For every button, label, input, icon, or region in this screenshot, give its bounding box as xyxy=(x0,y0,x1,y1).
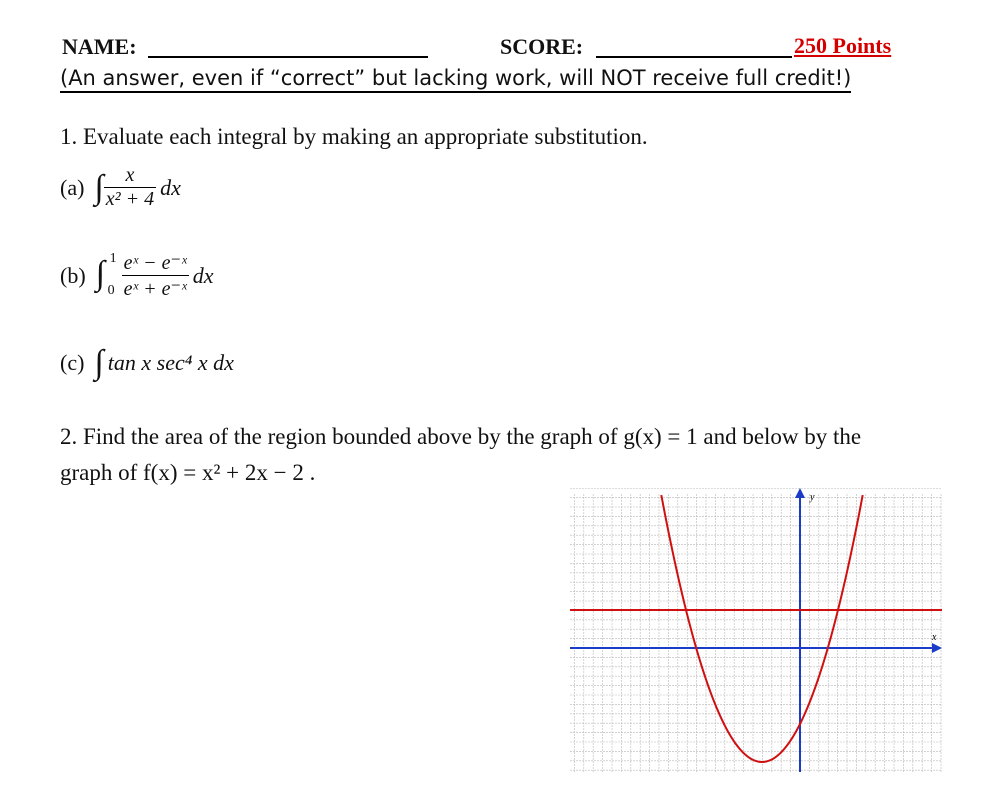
parabola-graph xyxy=(570,488,942,772)
y-axis-label: y xyxy=(810,492,815,503)
integral-sign-icon: ∫ xyxy=(95,254,105,292)
upper-limit: 1 xyxy=(109,250,117,266)
part-b-fraction xyxy=(122,250,189,301)
x-axis-arrow-icon xyxy=(932,643,942,653)
total-points: 250 Points xyxy=(794,33,892,58)
question-2-line-1: 2. Find the area of the region bounded above by the graph of g(x) = 1 and below by the xyxy=(60,424,862,449)
question-1a xyxy=(60,164,181,211)
part-b-denominator: eˣ + e⁻ˣ xyxy=(122,275,189,301)
score-answer-line[interactable] xyxy=(596,56,792,58)
part-a-fraction xyxy=(104,164,156,211)
part-a-denominator: x² + 4 xyxy=(105,188,155,210)
question-1-prompt: 1. Evaluate each integral by making an appropriate substitution. xyxy=(60,124,648,149)
score-label: SCORE: xyxy=(500,34,584,59)
integral-sign-icon: ∫ xyxy=(94,168,104,206)
question-2-line-2: graph of f(x) = x² + 2x − 2 . xyxy=(60,460,316,485)
part-c-label: (c) xyxy=(60,350,85,375)
part-b-numerator: eˣ − e⁻ˣ xyxy=(123,252,187,274)
integral-sign-icon: ∫ xyxy=(94,344,104,381)
question-1c xyxy=(60,346,234,380)
y-axis-arrow-icon xyxy=(795,488,805,498)
name-answer-line[interactable] xyxy=(148,56,428,58)
part-b-label: (b) xyxy=(60,262,86,288)
part-a-numerator: x xyxy=(125,164,135,186)
definite-integral xyxy=(95,250,122,299)
question-1b xyxy=(60,250,214,301)
name-label: NAME: xyxy=(62,34,137,59)
credit-note: (An answer, even if “correct” but lacking work, will NOT receive full credit!) xyxy=(60,66,851,93)
x-axis-label: x xyxy=(932,632,937,643)
part-c-integrand: tan x sec⁴ x dx xyxy=(107,350,234,375)
part-a-differential: dx xyxy=(160,174,181,200)
part-b-differential: dx xyxy=(192,262,214,288)
grid-lines xyxy=(570,488,942,772)
lower-limit: 0 xyxy=(107,282,115,298)
part-a-label: (a) xyxy=(60,174,85,200)
